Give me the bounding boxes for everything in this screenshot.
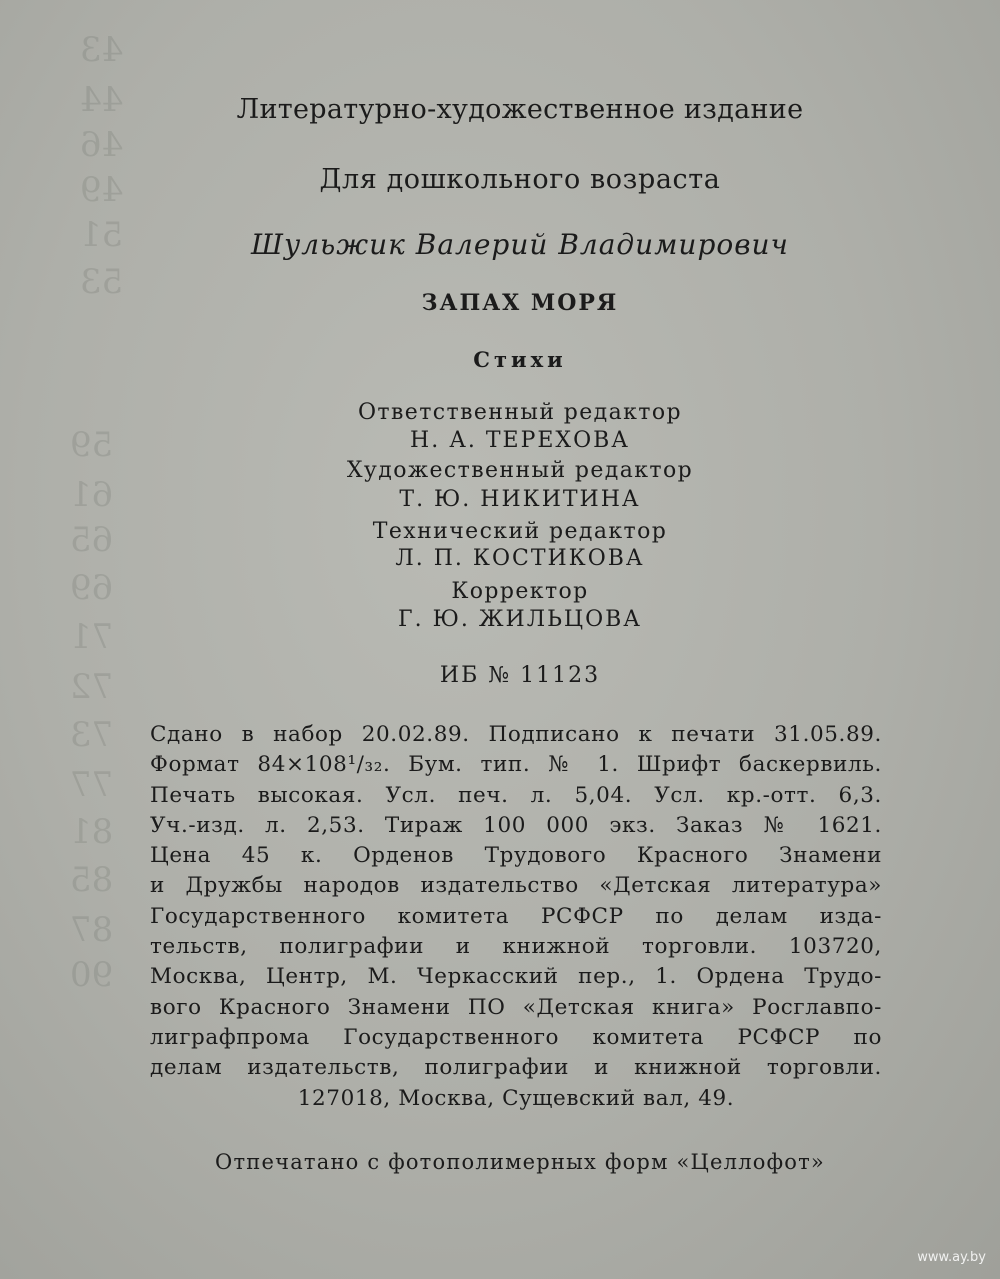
credit-role: Корректор [451,579,589,604]
book-title: ЗАПАХ МОРЯ [421,290,619,316]
audience-label: Для дошкольного возраста [319,164,721,195]
credit-role: Технический редактор [372,519,668,544]
imprint-line: Уч.-изд. л. 2,53. Тираж 100 000 экз. Заказ № 1621. [150,812,882,838]
imprint-line: Формат 84×108¹/₃₂. Бум. тип. № 1. Шрифт баскервиль. [150,752,882,778]
imprint-line: Москва, Центр, М. Черкасский пер., 1. Ордена Трудо- [150,964,882,990]
credit-role: Художественный редактор [346,458,694,483]
edition-type: Литературно-художественное издание [236,94,804,125]
imprint-line: и Дружбы народов издательство «Детская литература» [150,873,882,899]
credit-name: Т. Ю. НИКИТИНА [399,487,641,512]
imprint-line: вого Красного Знамени ПО «Детская книга» Росглавпо- [150,994,882,1020]
imprint-details [150,720,882,1114]
imprint-line: лиграфпрома Государственного комитета РСФСР по [150,1024,882,1050]
imprint-line: 127018, Москва, Сущевский вал, 49. [297,1085,735,1111]
book-page: 59 61 65 69 71 72 73 77 81 85 87 90 43 44 46 49 51 53 Литературно-художественное издание Для дошкольного возраста Шульжик Валерий Владимирович ЗАПАХ МОРЯ Стихи Ответственный редактор Н. А. ТЕРЕХОВА Художественный редактор Т. Ю. НИКИТИНА Технический редактор Л. П. КОСТИКОВА Корректор Г. Ю. ЖИЛЬЦОВА ИБ № 11123 Сдано в набор 20.02.89. Подписано к печати 31.05.89. Формат 84×108¹/₃₂. Бум. тип. № 1. Шрифт баскервиль. Печать высокая. Усл. печ. л. 5,04. Усл. кр.-отт. 6,3. Уч.-изд. л. 2,53. Тираж 100 000 экз. Заказ № 1621. Цена 45 к. Орденов Трудового Красного Знамени и Дружбы народов издательство «Детская литература» Государственного комитета РСФСР по делам изда- тельств, полиграфии и книжной торговли. 103720, Москва, Центр, М. Черкасский пер., 1. Ордена Трудо- вого Красного Знамени ПО «Детская книга» Росглавпо- лиграфпрома Государственного комитета РСФСР по делам издательств, полиграфии и книжной торговли. 127018, Москва, Сущевский вал, 49. Отпечатано с фотополимерных форм «Целлофот» www.ay.by [0,0,1000,1279]
credit-role: Ответственный редактор [358,400,682,425]
imprint-line: делам издательств, полиграфии и книжной торговли. [150,1055,882,1081]
ib-number: ИБ № 11123 [439,663,601,688]
printing-note: Отпечатано с фотополимерных форм «Целлофот» [215,1150,825,1174]
imprint-line: Государственного комитета РСФСР по делам изда- [150,903,882,929]
credit-name: Л. П. КОСТИКОВА [395,546,645,571]
watermark-text: www.ay.by [917,1250,986,1265]
imprint-line: Печать высокая. Усл. печ. л. 5,04. Усл. кр.-отт. 6,3. [150,782,882,808]
imprint-line: Цена 45 к. Орденов Трудового Красного Знамени [150,843,882,869]
author-name: Шульжик Валерий Владимирович [251,228,789,261]
imprint-line: Сдано в набор 20.02.89. Подписано к печати 31.05.89. [150,722,882,747]
credit-name: Н. А. ТЕРЕХОВА [410,428,630,453]
imprint-line: тельств, полиграфии и книжной торговли. 103720, [150,934,882,960]
credit-name: Г. Ю. ЖИЛЬЦОВА [398,607,642,632]
genre-label: Стихи [473,347,567,372]
